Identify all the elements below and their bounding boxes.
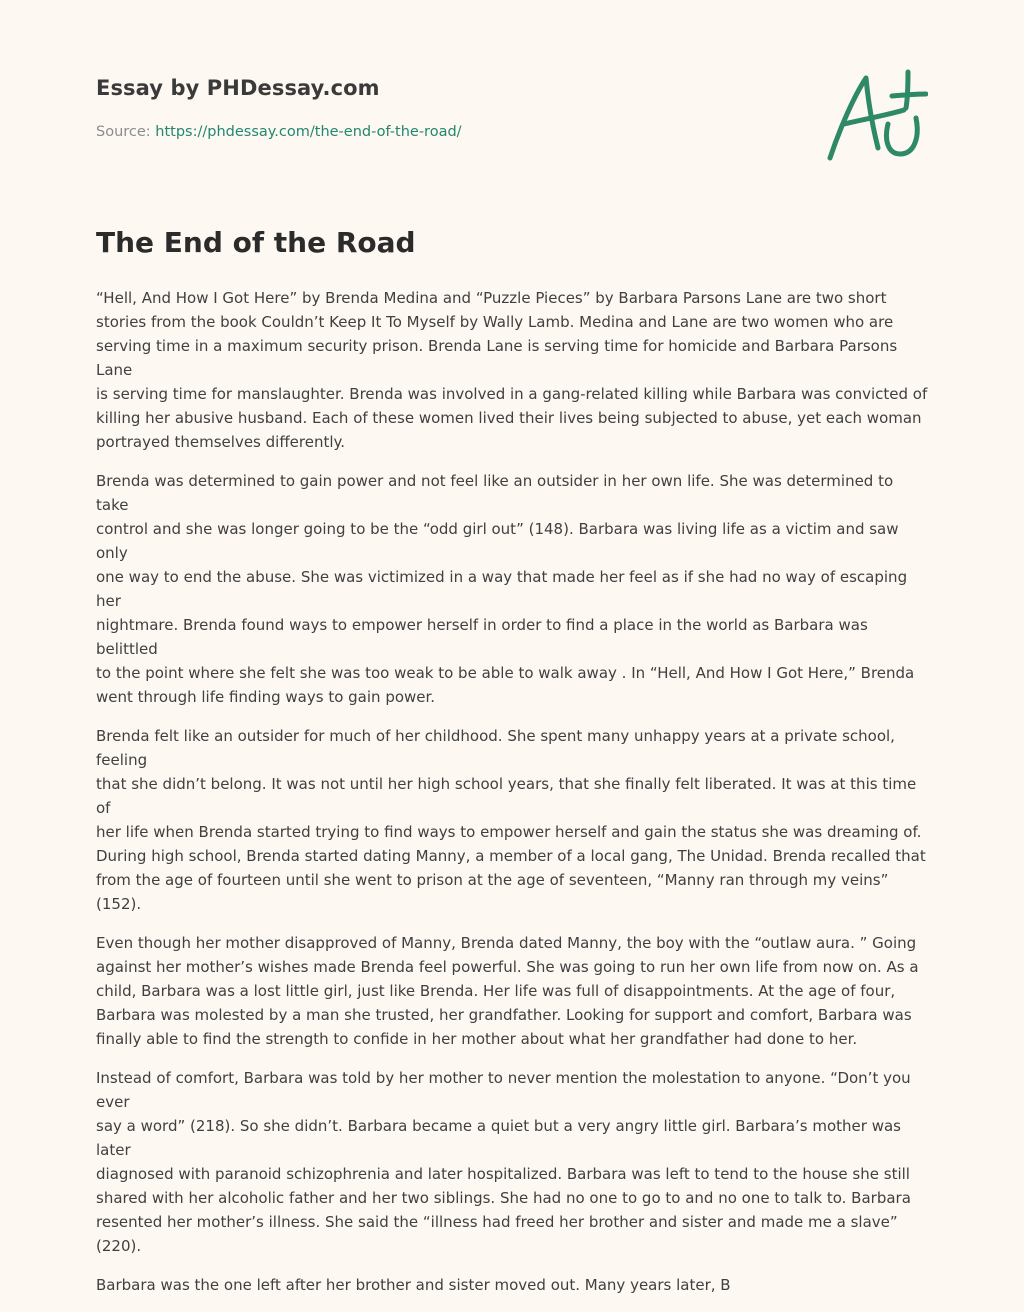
source-link[interactable]: https://phdessay.com/the-end-of-the-road/ [155, 124, 462, 140]
essay-body [96, 286, 928, 1312]
essay-paragraph: Even though her mother disapproved of Manny, Brenda dated Manny, the boy with the “outlaw aura. ” Going against her mother’s wishes made Brenda feel powerful. She was going to run her own life from now on. As a child, Barbara was a lost little girl, just like Brenda. Her life was full of disappointments. At the age of four, Barbara was molested by a man she trusted, her grandfather. Looking for support and comfort, Barbara was finally able to find the strength to confide in her mother about what her grandfather had done to her. [96, 934, 919, 1048]
source-label: Source: [96, 124, 151, 140]
site-brand: Essay by PHDessay.com [96, 76, 380, 100]
essay-paragraph: Instead of comfort, Barbara was told by her mother to never mention the molestation to anyone. “Don’t you ever say a word” (218). So she didn’t. Barbara became a quiet but a very angry little girl. Barbara’s mother was later diagnosed with paranoid schizophrenia and later hospitalized. Barbara was left to tend to the house she still shared with her alcoholic father and her two siblings. She had no one to go to and no one to talk to. Barbara resented her mother’s illness. She said the “illness had freed her brother and sister and made me a slave” (220). [96, 1069, 911, 1255]
essay-title: The End of the Road [96, 226, 416, 259]
essay-paragraph: Barbara was the one left after her brother and sister moved out. Many years later, B [96, 1276, 731, 1294]
a-plus-grade-icon [822, 66, 928, 166]
essay-paragraph: “Hell, And How I Got Here” by Brenda Medina and “Puzzle Pieces” by Barbara Parsons Lane are two short stories from the book Couldn’t Keep It To Myself by Wally Lamb. Medina and Lane are two women who are serving time in a maximum security prison. Brenda Lane is serving time for homicide and Barbara Parsons Lane is serving time for manslaughter. Brenda was involved in a gang-related killing while Barbara was convicted of killing her abusive husband. Each of these women lived their lives being subjected to abuse, yet each woman portrayed themselves differently. [96, 289, 928, 451]
source-line [96, 124, 462, 140]
essay-paragraph: Brenda felt like an outsider for much of her childhood. She spent many unhappy years at a private school, feeling that she didn’t belong. It was not until her high school years, that she finally felt liberated. It was at this time of her life when Brenda started trying to find ways to empower herself and gain the status she was dreaming of. During high school, Brenda started dating Manny, a member of a local gang, The Unidad. Brenda recalled that from the age of fourteen until she went to prison at the age of seventeen, “Manny ran through my veins” (152). [96, 727, 926, 913]
essay-paragraph: Brenda was determined to gain power and not feel like an outsider in her own life. She was determined to take control and she was longer going to be the “odd girl out” (148). Barbara was living life as a victim and saw only one way to end the abuse. She was victimized in a way that made her feel as if she had no way of escaping her nightmare. Brenda found ways to empower herself in order to find a place in the world as Barbara was belittled to the point where she felt she was too weak to be able to walk away . In “Hell, And How I Got Here,” Brenda went through life finding ways to gain power. [96, 472, 915, 706]
